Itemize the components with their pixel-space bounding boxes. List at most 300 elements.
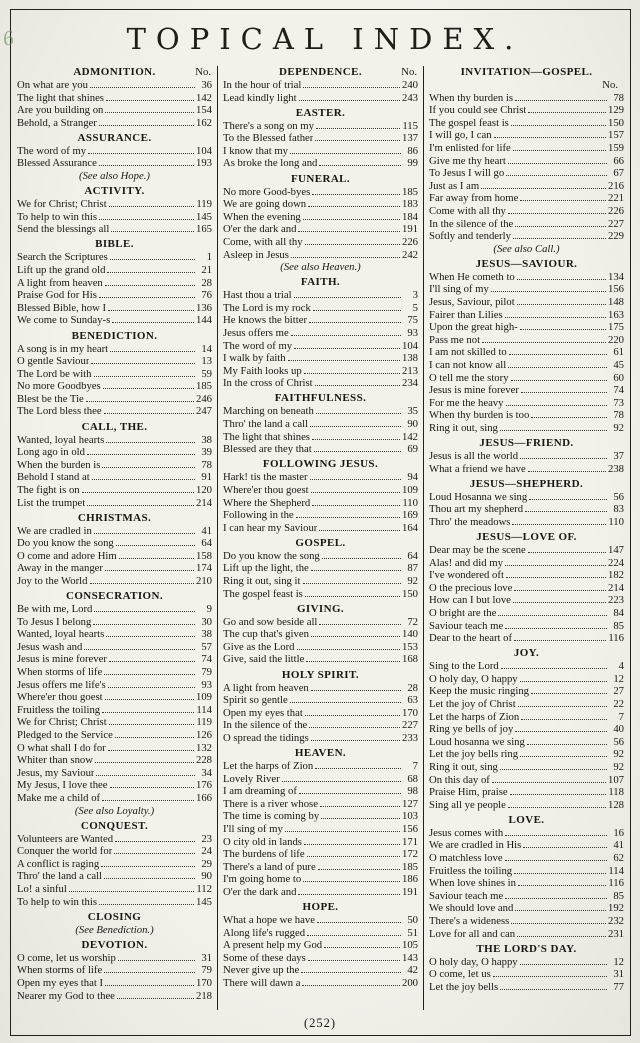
- entry-number: 75: [407, 314, 418, 327]
- index-entry: [223, 628, 418, 641]
- entry-number: 156: [607, 283, 624, 296]
- index-section: [17, 512, 212, 588]
- entry-title: Thou art my shepherd: [429, 503, 524, 516]
- index-entry: [223, 641, 418, 654]
- entry-number: 185: [401, 860, 418, 873]
- entry-title: When storms of life: [17, 666, 103, 679]
- section-heading: [429, 478, 624, 491]
- dot-leader: [86, 401, 194, 402]
- section-heading-text: JESUS—SAVIOUR.: [475, 257, 578, 270]
- entry-number: 210: [195, 575, 212, 587]
- dot-leader: [102, 467, 195, 468]
- section-heading: [223, 747, 418, 760]
- section-heading: [223, 392, 418, 405]
- section-heading: [429, 437, 624, 450]
- entry-number: 213: [401, 364, 418, 377]
- index-entry: [17, 525, 212, 538]
- dot-leader: [528, 552, 606, 553]
- dot-leader: [94, 376, 196, 377]
- index-entry: [429, 516, 624, 529]
- dot-leader: [302, 985, 400, 986]
- entry-number: 114: [608, 864, 624, 877]
- index-entry: [17, 603, 212, 616]
- index-entry: [223, 886, 418, 899]
- entry-title: No more Good-byes: [223, 185, 311, 198]
- index-entry: [223, 431, 418, 444]
- dot-leader: [498, 615, 607, 616]
- entry-title: Marching on beneath: [223, 405, 314, 418]
- entry-title: My Faith looks up: [223, 364, 302, 377]
- index-entry: [223, 616, 418, 629]
- section-heading: [429, 531, 624, 544]
- entry-number: 214: [607, 581, 624, 594]
- entry-title: A light from heaven: [223, 681, 309, 694]
- index-entry: [429, 544, 624, 557]
- entry-title: When love shines in: [429, 877, 516, 890]
- entry-number: 126: [195, 729, 212, 742]
- entry-title: Hark! tis the master: [223, 471, 308, 484]
- dot-leader: [520, 458, 607, 459]
- entry-title: Let the joy of Christ: [429, 698, 516, 711]
- entry-number: 64: [201, 537, 212, 550]
- entry-number: 110: [608, 515, 624, 528]
- entry-title: O holy day, O happy: [429, 672, 518, 685]
- index-entry: [429, 620, 624, 633]
- index-entry: [17, 314, 212, 327]
- index-entry: [17, 145, 212, 158]
- index-entry: [429, 827, 624, 840]
- entry-number: 78: [201, 458, 212, 471]
- section-heading-text: BIBLE.: [95, 238, 134, 251]
- dot-leader: [513, 238, 606, 239]
- section-heading: [223, 66, 418, 79]
- entry-title: Praise Him, praise: [429, 786, 508, 799]
- index-section: [17, 939, 212, 1002]
- entry-title: We should love and: [429, 902, 514, 915]
- entry-title: I've wondered oft: [429, 569, 504, 582]
- dot-leader: [515, 731, 607, 732]
- index-entry: [429, 321, 624, 334]
- entry-title: Ring it out, sing it: [223, 575, 301, 587]
- dot-leader: [101, 866, 195, 867]
- entry-title: The gospel feast is: [223, 587, 303, 600]
- entry-title: Thro' the land a call: [17, 870, 103, 883]
- entry-number: 60: [613, 371, 624, 384]
- index-entry: [17, 666, 212, 679]
- entry-title: Conquer the world for: [17, 845, 113, 858]
- dot-leader: [517, 936, 606, 937]
- dot-leader: [95, 762, 194, 763]
- entry-title: O the precious love: [429, 581, 513, 594]
- entry-number: 144: [195, 314, 212, 327]
- dot-leader: [512, 524, 606, 525]
- section-heading: [429, 814, 624, 827]
- dot-leader: [299, 100, 400, 101]
- section-heading-text: HOPE.: [302, 901, 339, 914]
- entry-title: The word of my: [223, 339, 293, 352]
- entry-number: 246: [195, 392, 212, 405]
- entry-title: Saviour teach me: [429, 619, 504, 632]
- index-entry: [17, 251, 212, 264]
- index-columns: [12, 66, 629, 1010]
- index-entry: [223, 653, 418, 666]
- entry-title: Jesus, my Saviour: [17, 766, 95, 779]
- entry-number: 5: [412, 301, 418, 314]
- entry-title: Dear to the heart of: [429, 632, 513, 645]
- entry-title: Alas! and did my: [429, 556, 503, 569]
- entry-number: 136: [195, 301, 212, 314]
- entry-number: 164: [401, 521, 418, 534]
- dot-leader: [109, 661, 195, 662]
- index-entry: [429, 117, 624, 130]
- dot-leader: [303, 583, 402, 584]
- dot-leader: [105, 112, 194, 113]
- index-entry: [17, 393, 212, 406]
- dot-leader: [518, 706, 607, 707]
- entry-title: Blessed are they that: [223, 443, 312, 456]
- dot-leader: [506, 175, 607, 176]
- entry-number: 221: [607, 192, 624, 205]
- dot-leader: [314, 451, 401, 452]
- entry-number: 62: [613, 852, 624, 865]
- entry-number: 74: [613, 384, 624, 397]
- index-entry: [429, 673, 624, 686]
- entry-number: 169: [401, 509, 418, 522]
- index-entry: [223, 810, 418, 823]
- index-entry: [17, 990, 212, 1003]
- entry-title: To the Blessed father: [223, 132, 314, 145]
- index-entry: [429, 890, 624, 903]
- entry-number: 242: [401, 248, 418, 261]
- section-heading-text: JOY.: [513, 647, 540, 660]
- dot-leader: [517, 279, 606, 280]
- entry-number: 226: [401, 235, 418, 248]
- index-entry: [223, 914, 418, 927]
- entry-title: Behold I stand at: [17, 471, 90, 484]
- entry-number: 129: [607, 104, 624, 117]
- entry-number: 91: [201, 471, 212, 484]
- entry-title: On what are you: [17, 79, 88, 91]
- index-entry: [223, 952, 418, 965]
- entry-number: 114: [196, 703, 212, 716]
- dot-leader: [525, 511, 607, 512]
- entry-number: 116: [608, 877, 624, 890]
- entry-title: O holy day, O happy: [429, 955, 518, 968]
- entry-title: On this day of: [429, 773, 490, 786]
- entry-number: 185: [401, 185, 418, 198]
- entry-number: 183: [401, 198, 418, 211]
- entry-number: 227: [607, 217, 624, 230]
- index-entry: [429, 346, 624, 359]
- entry-number: 231: [607, 927, 624, 940]
- entry-title: Open my eyes that I: [17, 977, 104, 990]
- entry-number: 134: [607, 270, 624, 283]
- entry-number: 39: [201, 446, 212, 459]
- entry-title: Pledged to the Service: [17, 729, 113, 742]
- dot-leader: [106, 100, 194, 101]
- index-entry: [223, 157, 418, 170]
- dot-leader: [312, 439, 400, 440]
- index-section: [223, 66, 418, 104]
- entry-title: Be with me, Lord: [17, 603, 93, 616]
- entry-title: Lift up the grand old: [17, 264, 106, 277]
- entry-title: Give, said the little: [223, 653, 305, 666]
- index-entry: [17, 679, 212, 692]
- entry-number: 77: [613, 980, 624, 993]
- entry-number: 143: [401, 951, 418, 964]
- entry-title: Let the harps of Zion: [429, 710, 520, 723]
- dot-leader: [304, 373, 400, 374]
- index-entry: [429, 915, 624, 928]
- dot-leader: [491, 291, 606, 292]
- entry-number: 7: [618, 710, 624, 723]
- dot-leader: [312, 194, 400, 195]
- dot-leader: [307, 856, 400, 857]
- entry-number: 240: [401, 79, 418, 91]
- dot-leader: [106, 636, 195, 637]
- index-entry: [17, 343, 212, 356]
- entry-title: No more Goodbyes: [17, 380, 101, 393]
- entry-title: When thy burden is too: [429, 409, 530, 422]
- entry-title: Do you know the song: [223, 549, 320, 562]
- page-title: TOPICAL INDEX.: [126, 22, 524, 56]
- entry-number: 148: [607, 296, 624, 308]
- entry-number: 90: [407, 418, 418, 431]
- section-heading: [17, 512, 212, 525]
- index-entry: [17, 497, 212, 510]
- entry-title: O city old in lands: [223, 835, 302, 848]
- entry-title: Behold, a Stranger: [17, 116, 97, 129]
- index-entry: [223, 760, 418, 773]
- index-entry: [429, 155, 624, 168]
- entry-title: Open my eyes that: [223, 706, 303, 719]
- index-entry: [223, 145, 418, 158]
- entry-title: We for Christ; Christ: [17, 716, 107, 729]
- entry-number: 168: [401, 653, 418, 666]
- index-section: [429, 943, 624, 994]
- index-entry: [17, 641, 212, 654]
- section-heading-text: JESUS—SHEPHERD.: [469, 477, 584, 490]
- entry-title: I am not skilled to: [429, 346, 507, 359]
- entry-title: O'er the dark and: [223, 885, 297, 898]
- index-entry: [429, 660, 624, 673]
- entry-title: We are cradled in His: [429, 839, 522, 852]
- entry-number: 185: [195, 380, 212, 393]
- entry-number: 30: [201, 615, 212, 628]
- dot-leader: [531, 417, 607, 418]
- index-entry: [17, 434, 212, 447]
- entry-title: In the cross of Christ: [223, 377, 313, 390]
- entry-number: 99: [407, 157, 418, 170]
- section-heading: [223, 901, 418, 914]
- entry-number: 127: [401, 797, 418, 810]
- entry-number: 247: [195, 405, 212, 418]
- index-entry: [223, 575, 418, 588]
- entry-title: Nearer my God to thee: [17, 989, 115, 1002]
- index-entry: [17, 896, 212, 909]
- index-entry: [429, 839, 624, 852]
- entry-number: 175: [607, 321, 624, 334]
- entry-title: Do you know the song: [17, 537, 114, 550]
- dot-leader: [529, 499, 607, 500]
- section-heading: [223, 107, 418, 120]
- index-section: [429, 437, 624, 475]
- entry-number: 182: [607, 569, 624, 582]
- index-entry: [429, 397, 624, 410]
- entry-title: I am dreaming of: [223, 785, 297, 798]
- entry-title: Dear may be the scene: [429, 544, 526, 556]
- dot-leader: [319, 624, 401, 625]
- dot-leader: [104, 972, 195, 973]
- dot-leader: [511, 125, 606, 126]
- index-entry: [223, 377, 418, 390]
- index-entry: [17, 79, 212, 92]
- section-heading: [17, 421, 212, 434]
- dot-leader: [505, 317, 606, 318]
- entry-number: 104: [195, 144, 212, 157]
- index-section: [223, 747, 418, 899]
- dot-leader: [508, 807, 606, 808]
- entry-number: 61: [613, 346, 624, 359]
- entry-number: 50: [407, 914, 418, 927]
- entry-number: 138: [401, 352, 418, 365]
- dot-leader: [514, 640, 606, 641]
- section-heading: [17, 66, 212, 79]
- dot-leader: [118, 960, 195, 961]
- entry-number: 107: [607, 773, 624, 786]
- entry-number: 41: [201, 524, 212, 537]
- entry-title: Lo! a sinful: [17, 883, 67, 896]
- index-entry: [223, 773, 418, 786]
- section-heading: [223, 603, 418, 616]
- index-entry: [223, 418, 418, 431]
- section-heading-text: FOLLOWING JESUS.: [262, 458, 379, 471]
- entry-number: 24: [201, 845, 212, 858]
- entry-number: 51: [407, 926, 418, 939]
- entry-title: To help to win this: [17, 210, 97, 223]
- entry-number: 66: [613, 154, 624, 167]
- entry-title: Lift up the light, the: [223, 562, 309, 575]
- entry-number: 171: [401, 835, 418, 848]
- entry-title: In the hour of trial: [223, 79, 302, 91]
- index-entry: [17, 779, 212, 792]
- entry-title: Ring it out, sing: [429, 421, 498, 434]
- index-entry: [17, 845, 212, 858]
- entry-title: We come to Sunday-s: [17, 314, 111, 327]
- entry-title: O come, let us: [429, 968, 491, 981]
- entry-number: 166: [195, 792, 212, 804]
- entry-number: 132: [195, 741, 212, 754]
- entry-title: What a hope we have: [223, 914, 315, 927]
- dot-leader: [305, 715, 400, 716]
- entry-number: 176: [195, 779, 212, 792]
- index-entry: [17, 157, 212, 170]
- index-entry: [17, 380, 212, 393]
- entry-number: 13: [201, 355, 212, 368]
- dot-leader: [282, 781, 401, 782]
- dot-leader: [115, 841, 195, 842]
- index-entry: [223, 707, 418, 720]
- entry-title: The light that shines: [223, 430, 310, 443]
- index-column-2: [217, 66, 423, 1010]
- index-section: [17, 185, 212, 236]
- index-entry: [429, 463, 624, 476]
- index-entry: [429, 129, 624, 142]
- entry-number: 59: [201, 367, 212, 380]
- entry-title: Loud Hosanna we sing: [429, 490, 528, 503]
- dot-leader: [306, 661, 400, 662]
- entry-title: When the evening: [223, 210, 301, 223]
- entry-title: A song is in my heart: [17, 342, 109, 355]
- dot-leader: [494, 137, 606, 138]
- index-entry: [17, 767, 212, 780]
- entry-number: 28: [407, 681, 418, 694]
- dot-leader: [110, 787, 194, 788]
- entry-number: 228: [195, 754, 212, 767]
- entry-number: 223: [607, 594, 624, 607]
- index-entry: [429, 104, 624, 117]
- dot-leader: [500, 989, 607, 990]
- section-heading: [429, 66, 624, 79]
- index-entry: [17, 742, 212, 755]
- entry-title: Ring ye bells of joy: [429, 723, 514, 736]
- dot-leader: [294, 297, 401, 298]
- entry-title: O'er the dark and: [223, 223, 297, 236]
- index-entry: [223, 289, 418, 302]
- dot-leader: [311, 636, 400, 637]
- dot-leader: [319, 530, 400, 531]
- entry-title: Come, with all thy: [223, 235, 303, 248]
- entry-number: 12: [613, 955, 624, 968]
- index-entry: [429, 761, 624, 774]
- section-heading-text: ASSURANCE.: [77, 131, 152, 144]
- entry-number: 110: [402, 496, 418, 509]
- index-entry: [17, 883, 212, 896]
- entry-title: Let the harps of Zion: [223, 760, 314, 773]
- entry-number: 12: [613, 672, 624, 685]
- entry-number: 115: [402, 119, 418, 132]
- dot-leader: [112, 322, 194, 323]
- index-section: [223, 537, 418, 600]
- entry-title: How can I but love: [429, 594, 511, 607]
- index-entry: [429, 685, 624, 698]
- section-heading: [223, 276, 418, 289]
- entry-number: 109: [195, 691, 212, 704]
- dot-leader: [321, 818, 400, 819]
- dot-leader: [308, 960, 400, 961]
- section-heading: [429, 647, 624, 660]
- entry-number: 238: [607, 462, 624, 475]
- entry-number: 191: [401, 223, 418, 236]
- entry-title: O gentle Saviour: [17, 355, 90, 368]
- entry-number: 57: [201, 640, 212, 653]
- index-entry: [223, 785, 418, 798]
- entry-title: O matchless love: [429, 852, 503, 865]
- entry-title: Jesus comes with: [429, 826, 504, 839]
- dot-leader: [505, 898, 607, 899]
- entry-title: I'm enlisted for life: [429, 141, 511, 154]
- entry-title: Blest be the Tie: [17, 392, 84, 405]
- entry-number: 34: [201, 766, 212, 779]
- dot-leader: [99, 165, 194, 166]
- index-entry: [429, 450, 624, 463]
- entry-title: O spread the tidings: [223, 731, 309, 744]
- entry-number: 165: [195, 223, 212, 236]
- index-entry: [17, 355, 212, 368]
- dot-leader: [492, 782, 606, 783]
- dot-leader: [510, 794, 607, 795]
- entry-title: Jesus is mine forever: [429, 384, 519, 397]
